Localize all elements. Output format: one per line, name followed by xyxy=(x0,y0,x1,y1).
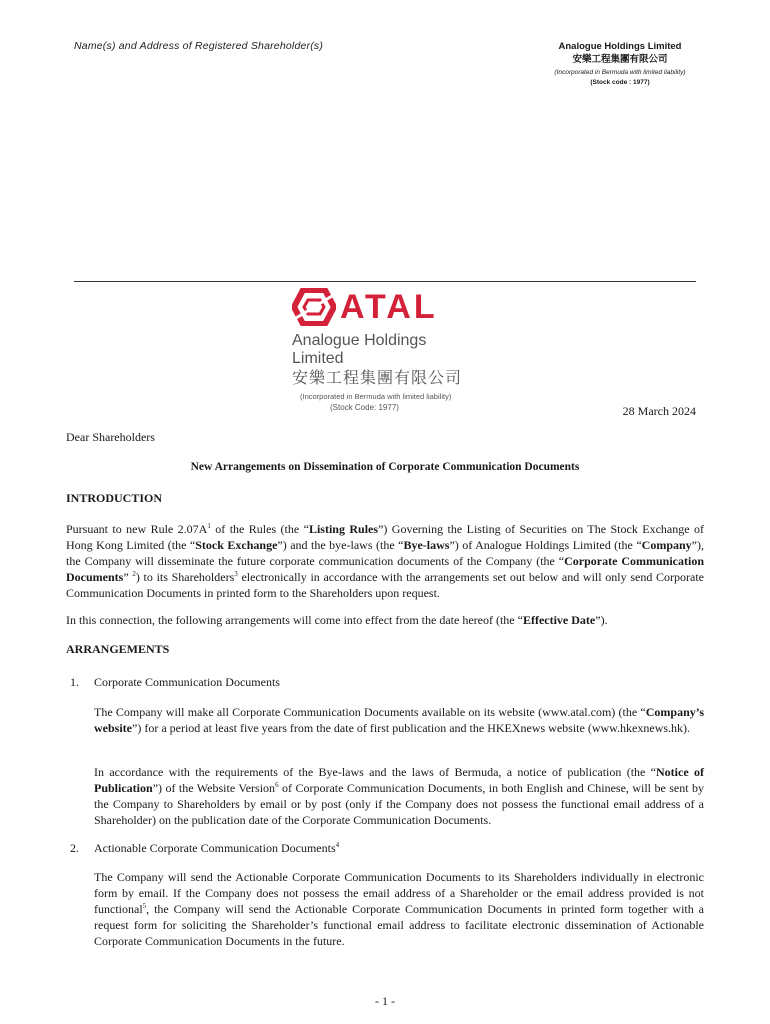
stock-code: (Stock code : 1977) xyxy=(590,79,650,86)
text-run: ”) of the Website Version xyxy=(152,781,276,795)
item-2-paragraph-1 xyxy=(94,869,704,949)
footnote-ref: 6 xyxy=(275,781,279,789)
atal-emblem-icon xyxy=(292,288,336,326)
text-run: ” xyxy=(123,570,133,584)
text-run: electronically in accordance with the arrangements set out below and will only send Corporate Communication Documents in printed form to the Shareholders upon request. xyxy=(66,570,704,600)
item-1-label: Corporate Communication Documents xyxy=(94,675,280,689)
intro-paragraph-2 xyxy=(66,612,704,628)
header-divider xyxy=(74,281,696,282)
letter-date: 28 March 2024 xyxy=(622,404,696,418)
logo-name-en: Analogue Holdings Limited xyxy=(292,332,427,367)
item-2-number: 2. xyxy=(70,841,79,855)
text-run: of Corporate Communication Documents, in both English and Chinese, will be sent by the Company to Shareholders by email or by post (only if the Company does not possess the functional email address of a Shareholder) on the publication date of the Corporate Communication Documents. xyxy=(94,781,705,827)
item-2-label xyxy=(94,841,339,856)
defined-term: Effective Date xyxy=(522,613,596,627)
defined-term: Notice of Publication xyxy=(94,765,704,795)
text-run: Actionable Corporate Communication Documents xyxy=(94,841,336,855)
footnote-ref: 2 xyxy=(132,570,136,578)
logo-stock-code: (Stock Code: 1977) xyxy=(330,403,399,412)
text-run: , the Company will send the Actionable Corporate Communication Documents in printed form together with a request form for soliciting the Shareholder’s functional email address to facilitate electronic dissemination of Actionable Corporate Communication Documents in the future. xyxy=(94,902,704,948)
text-run: of the Rules (the “ xyxy=(210,522,309,536)
text-run: ”) for a period at least five years from the date of first publication and the HKEXnews website (www.hkexnews.hk). xyxy=(132,721,691,735)
text-run: In this connection, the following arrangements will come into effect from the date hereof (the “ xyxy=(66,613,523,627)
footnote-ref: 1 xyxy=(207,522,211,530)
text-run: ”). xyxy=(595,613,608,627)
text-run: Pursuant to new Rule 2.07A xyxy=(66,522,208,536)
company-header-block xyxy=(520,40,720,88)
salutation: Dear Shareholders xyxy=(66,430,155,444)
logo-incorporation: (Incorporated in Bermuda with limited liability) xyxy=(300,392,452,401)
defined-term: Listing Rules xyxy=(308,522,379,536)
text-run: ) to its Shareholders xyxy=(135,570,235,584)
item-1-number: 1. xyxy=(70,675,79,689)
defined-term: Corporate Communication Documents xyxy=(66,554,704,584)
page-number: - 1 - xyxy=(375,994,395,1008)
text-run: ”) of Analogue Holdings Limited (the “ xyxy=(449,538,642,552)
defined-term: Stock Exchange xyxy=(195,538,278,552)
company-name-zh: 安樂工程集團有限公司 xyxy=(572,54,668,65)
text-run: ”) Governing the Listing of Securities on The Stock Exchange of Hong Kong Limited (the “ xyxy=(66,522,704,552)
intro-paragraph-1 xyxy=(66,521,704,601)
footnote-ref: 5 xyxy=(142,902,147,910)
company-logo xyxy=(292,288,462,414)
defined-term: Bye-laws xyxy=(403,538,450,552)
logo-mark xyxy=(292,288,462,326)
registered-shareholder-address-label: Name(s) and Address of Registered Shareholder(s) xyxy=(74,40,324,52)
text-run: The Company will send the Actionable Corporate Communication Documents to its Shareholders individually in electronic form by email. If the Company does not possess the email address of a Shareholder or the email address provided is not functional xyxy=(94,870,704,916)
text-run: ”) and the bye-laws (the “ xyxy=(277,538,404,552)
letter-title: New Arrangements on Dissemination of Corporate Communication Documents xyxy=(190,461,580,473)
logo-name-zh: 安樂工程集團有限公司 xyxy=(292,368,463,387)
item-1-paragraph-2 xyxy=(94,764,704,828)
item-1-paragraph-1 xyxy=(94,704,704,736)
footnote-ref: 3 xyxy=(234,570,238,578)
incorporation-note: (Incorporated in Bermuda with limited liability) xyxy=(554,69,686,76)
intro-heading: INTRODUCTION xyxy=(66,491,163,505)
text-run: ”), the Company will disseminate the future corporate communication documents of the Company (the “ xyxy=(66,538,704,568)
defined-term: Company xyxy=(641,538,692,552)
company-name-en: Analogue Holdings Limited xyxy=(558,41,682,52)
text-run: The Company will make all Corporate Communication Documents available on its website (www.atal.com) (the “ xyxy=(94,705,646,719)
defined-term: Company’s website xyxy=(94,705,704,735)
text-run: In accordance with the requirements of the Bye-laws and the laws of Bermuda, a notice of publication (the “ xyxy=(94,765,657,779)
footnote-ref: 4 xyxy=(335,841,340,849)
arrangements-heading: ARRANGEMENTS xyxy=(66,642,170,656)
logo-wordmark: ATAL xyxy=(340,288,438,326)
